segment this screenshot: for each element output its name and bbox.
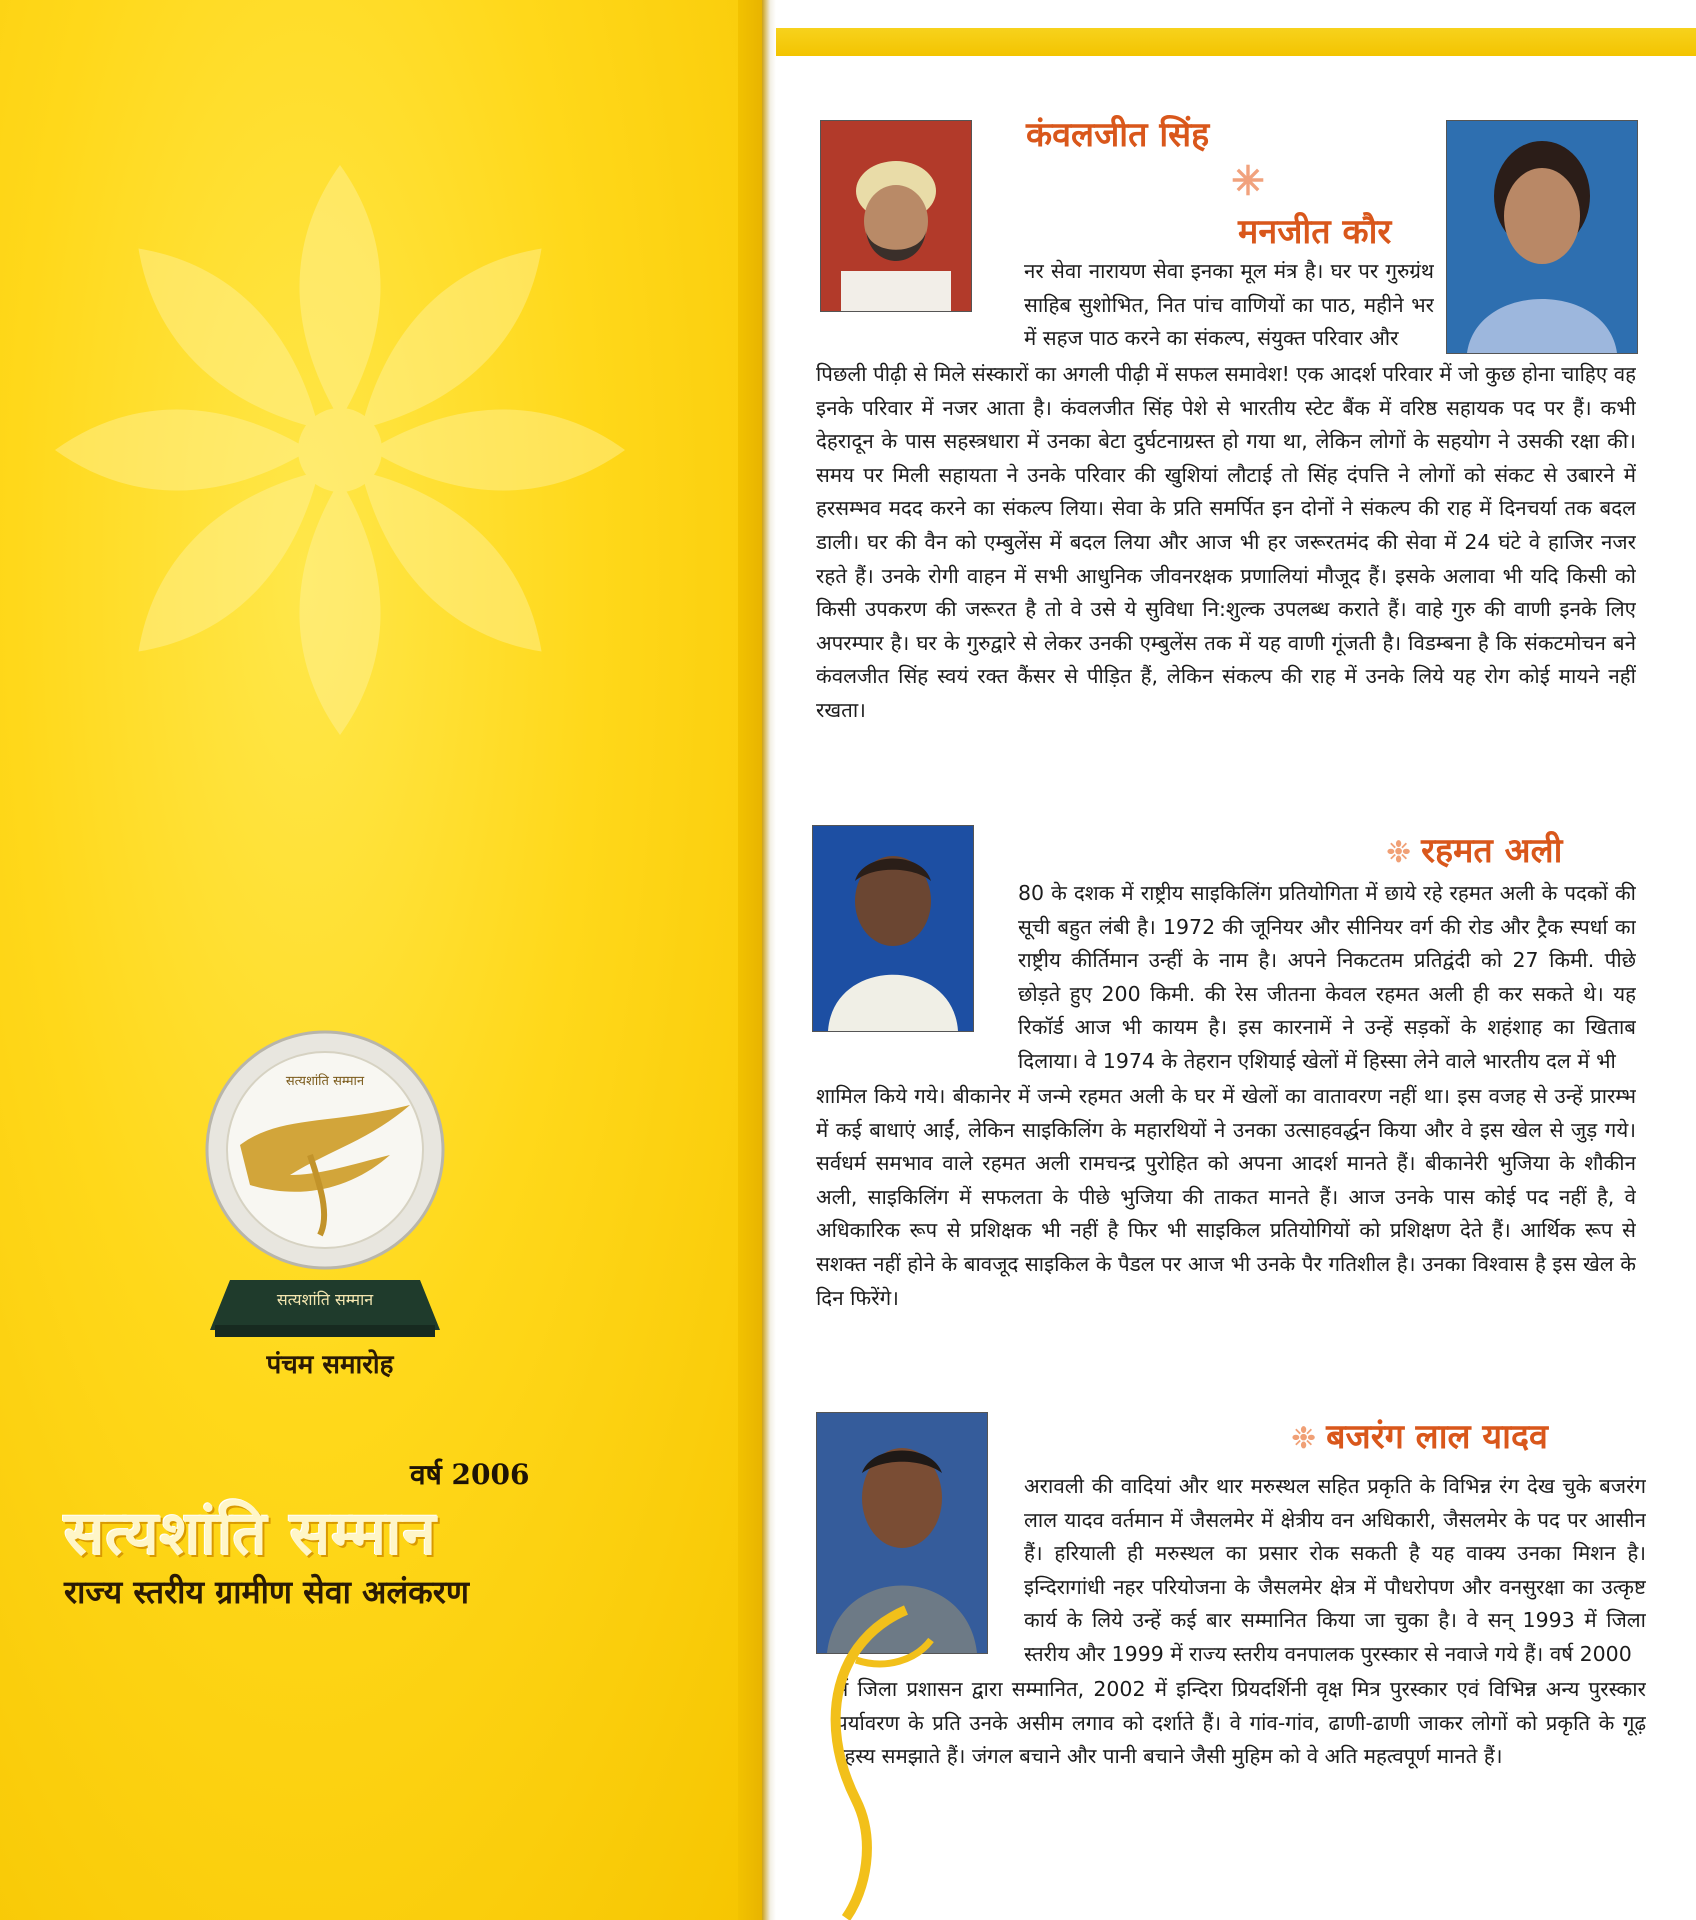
cover-panel <box>0 0 762 1920</box>
profile-text-kanwaljeet-head: नर सेवा नारायण सेवा इनका मूल मंत्र है। घर पर गुरुग्रंथ साहिब सुशोभित, नित पांच वाणियों का पाठ, महीने भर में सहज पाठ करने का संकल्प, संयुक्त परिवार और <box>1024 259 1434 351</box>
book-spine <box>762 0 776 1920</box>
decorative-swirl-icon <box>796 1600 936 1920</box>
profile-name-bajrang-label: बजरंग लाल यादव <box>1326 1417 1548 1457</box>
profile-text-rehmat-body: शामिल किये गये। बीकानेर में जन्मे रहमत अली के घर में खेलों का वातावरण नहीं था। इस वजह से उन्हें प्रारम्भ में कई बाधाएं आईं, लेकिन साइकिलिंग के महारथियों ने उनका उत्साहवर्द्धन किया और वे इस खेल से जुड़ गये। सर्वधर्म समभाव वाले रहमत अली रामचन्द्र पुरोहित को अपना आदर्श मानते हैं। बीकानेरी भुजिया के शौकीन अली, साइकिलिंग में सफलता के पीछे भुजिया की ताकत मानते हैं। आज उनके पास कोई पद नहीं है, वे अधिकारिक रूप से प्रशिक्षक भी नहीं है फिर भी साइकिल प्रतियोगियों को प्रशिक्षण देते हैं। आर्थिक रूप से सशक्त नहीं होने के बावजूद साइकिल के पैडल पर आज भी उनके पैर गतिशील है। उनका विश्वास है इस खेल के दिन फिरेंगे। <box>816 1084 1636 1310</box>
profile-text-kanwaljeet-body: पिछली पीढ़ी से मिले संस्कारों का अगली पीढ़ी में सफल समावेश! एक आदर्श परिवार में जो कुछ होना चाहिए वह इनके परिवार में नजर आता है। कंवलजीत सिंह पेशे से भारतीय स्टेट बैंक में वरिष्ठ सहायक पद पर हैं। कभी देहरादून के पास सहस्त्रधारा में उनका बेटा दुर्घटनाग्रस्त हो गया था, लेकिन लोगों के सहयोग ने उसकी रक्षा की। समय पर मिली सहायता ने उनके परिवार की खुशियां लौटाई तो सिंह दंपत्ति ने लोगों को संकट से उबारने में हरसम्भव मदद करने का संकल्प लिया। सेवा के प्रति समर्पित इन दोनों ने संकल्प की राह में दिनचर्या तक बदल डाली। घर की वैन को एम्बुलेंस में बदल लिया और आज भी हर जरूरतमंद की सेवा में 24 घंटे वे हाजिर नजर रहते हैं। उनके रोगी वाहन में सभी आधुनिक जीवनरक्षक प्रणालियां मौजूद हैं। इसके अलावा भी यदि किसी को किसी उपकरण की जरूरत है तो वे उसे ये सुविधा नि:शुल्क उपलब्ध कराते हैं। वाहे गुरु की वाणी इनके लिए अपरम्पार है। घर के गुरुद्वारे से लेकर उनकी एम्बुलेंस तक में यह वाणी गूंजती है। विडम्बना है कि संकटमोचन बने कंवलजीत सिंह स्वयं रक्त कैंसर से पीड़ित हैं, लेकिन संकल्प की राह में उनके लिये यह रोग कोई मायने नहीं रखता। <box>816 362 1636 722</box>
profile-name-rehmat <box>1386 826 1562 872</box>
award-year: वर्ष 2006 <box>410 1458 530 1491</box>
flower-bullet-icon: ❉ <box>1291 1421 1317 1456</box>
award-title: सत्यशांति सम्मान <box>64 1499 437 1569</box>
ceremony-tagline: पंचम समारोह <box>266 1350 394 1380</box>
flower-bullet-icon <box>1231 163 1265 197</box>
profile-text-rehmat: 80 के दशक में राष्ट्रीय साइकिलिंग प्रतियोगिता में छाये रहे रहमत अली के पदकों की सूची बहुत लंबी है। 1972 की जूनियर और सीनियर वर्ग की रोड और ट्रैक स्पर्धा का राष्ट्रीय कीर्तिमान उन्हीं के नाम है। अपने निकटतम प्रतिद्वंदी को 27 किमी. पीछे छोड़ते हुए 200 किमी. की रेस जीतना केवल रहमत अली ही कर सकते थे। यह रिकॉर्ड आज भी कायम है। इस कारनामें ने उन्हें सड़कों के शहंशाह का खिताब दिलाया। वे 1974 के तेहरान एशियाई खेलों में हिस्सा लेने वाले भारतीय दल में भी <box>1018 881 1636 1073</box>
portrait-manjeet-icon <box>1446 120 1638 354</box>
flower-bullet-icon: ❉ <box>1386 835 1412 870</box>
trophy-award-icon <box>160 1025 490 1345</box>
portrait-rehmat-icon <box>812 825 974 1032</box>
cover-edge <box>738 0 762 1920</box>
profiles-page <box>776 0 1696 1920</box>
profile-name-kanwaljeet: कंवलजीत सिंह <box>1026 115 1210 155</box>
profile-text-bajrang: अरावली की वादियां और थार मरुस्थल सहित प्रकृति के विभिन्न रंग देख चुके बजरंग लाल यादव वर्तमान में जैसलमेर में क्षेत्रीय वन अधिकारी, जैसलमेर के पद पर आसीन हैं। हरियाली ही मरुस्थल का प्रसार रोक सकती है यह वाक्य उनका मिशन है। इन्दिरागांधी नहर परियोजना के जैसलमेर क्षेत्र में पौधरोपण और वनसुरक्षा का उत्कृष्ट कार्य के लिये उन्हें कई बार सम्मानित किया जा चुका है। वे सन् 1993 में जिला स्तरीय और 1999 में राज्य स्तरीय वनपालक पुरस्कार से नवाजे गये हैं। वर्ष 2000 <box>1024 1474 1646 1666</box>
profile-text-bajrang-body: में जिला प्रशासन द्वारा सम्मानित, 2002 में इन्दिरा प्रियदर्शिनी वृक्ष मित्र पुरस्कार एवं विभिन्न अन्य पुरस्कार पर्यावरण के प्रति उनके असीम लगाव को दर्शाते हैं। वे गांव-गांव, ढाणी-ढाणी जाकर लोगों को प्रकृति के गूढ़ रहस्य समझाते हैं। जंगल बचाने और पानी बचाने जैसी मुहिम को वे अति महत्वपूर्ण मानते हैं। <box>836 1677 1646 1769</box>
top-band <box>776 28 1696 56</box>
trophy-emblem-text: सत्यशांति सम्मान <box>285 1074 365 1089</box>
trophy-base-text: सत्यशांति सम्मान <box>276 1290 374 1309</box>
portrait-kanwaljeet-icon <box>820 120 972 312</box>
profile-name-manjeet: मनजीत कौर <box>1238 212 1392 252</box>
profile-name-bajrang <box>1291 1412 1548 1458</box>
flower-watermark-icon <box>40 150 640 750</box>
award-subtitle: राज्य स्तरीय ग्रामीण सेवा अलंकरण <box>64 1573 469 1611</box>
profile-name-rehmat-label: रहमत अली <box>1421 831 1563 871</box>
